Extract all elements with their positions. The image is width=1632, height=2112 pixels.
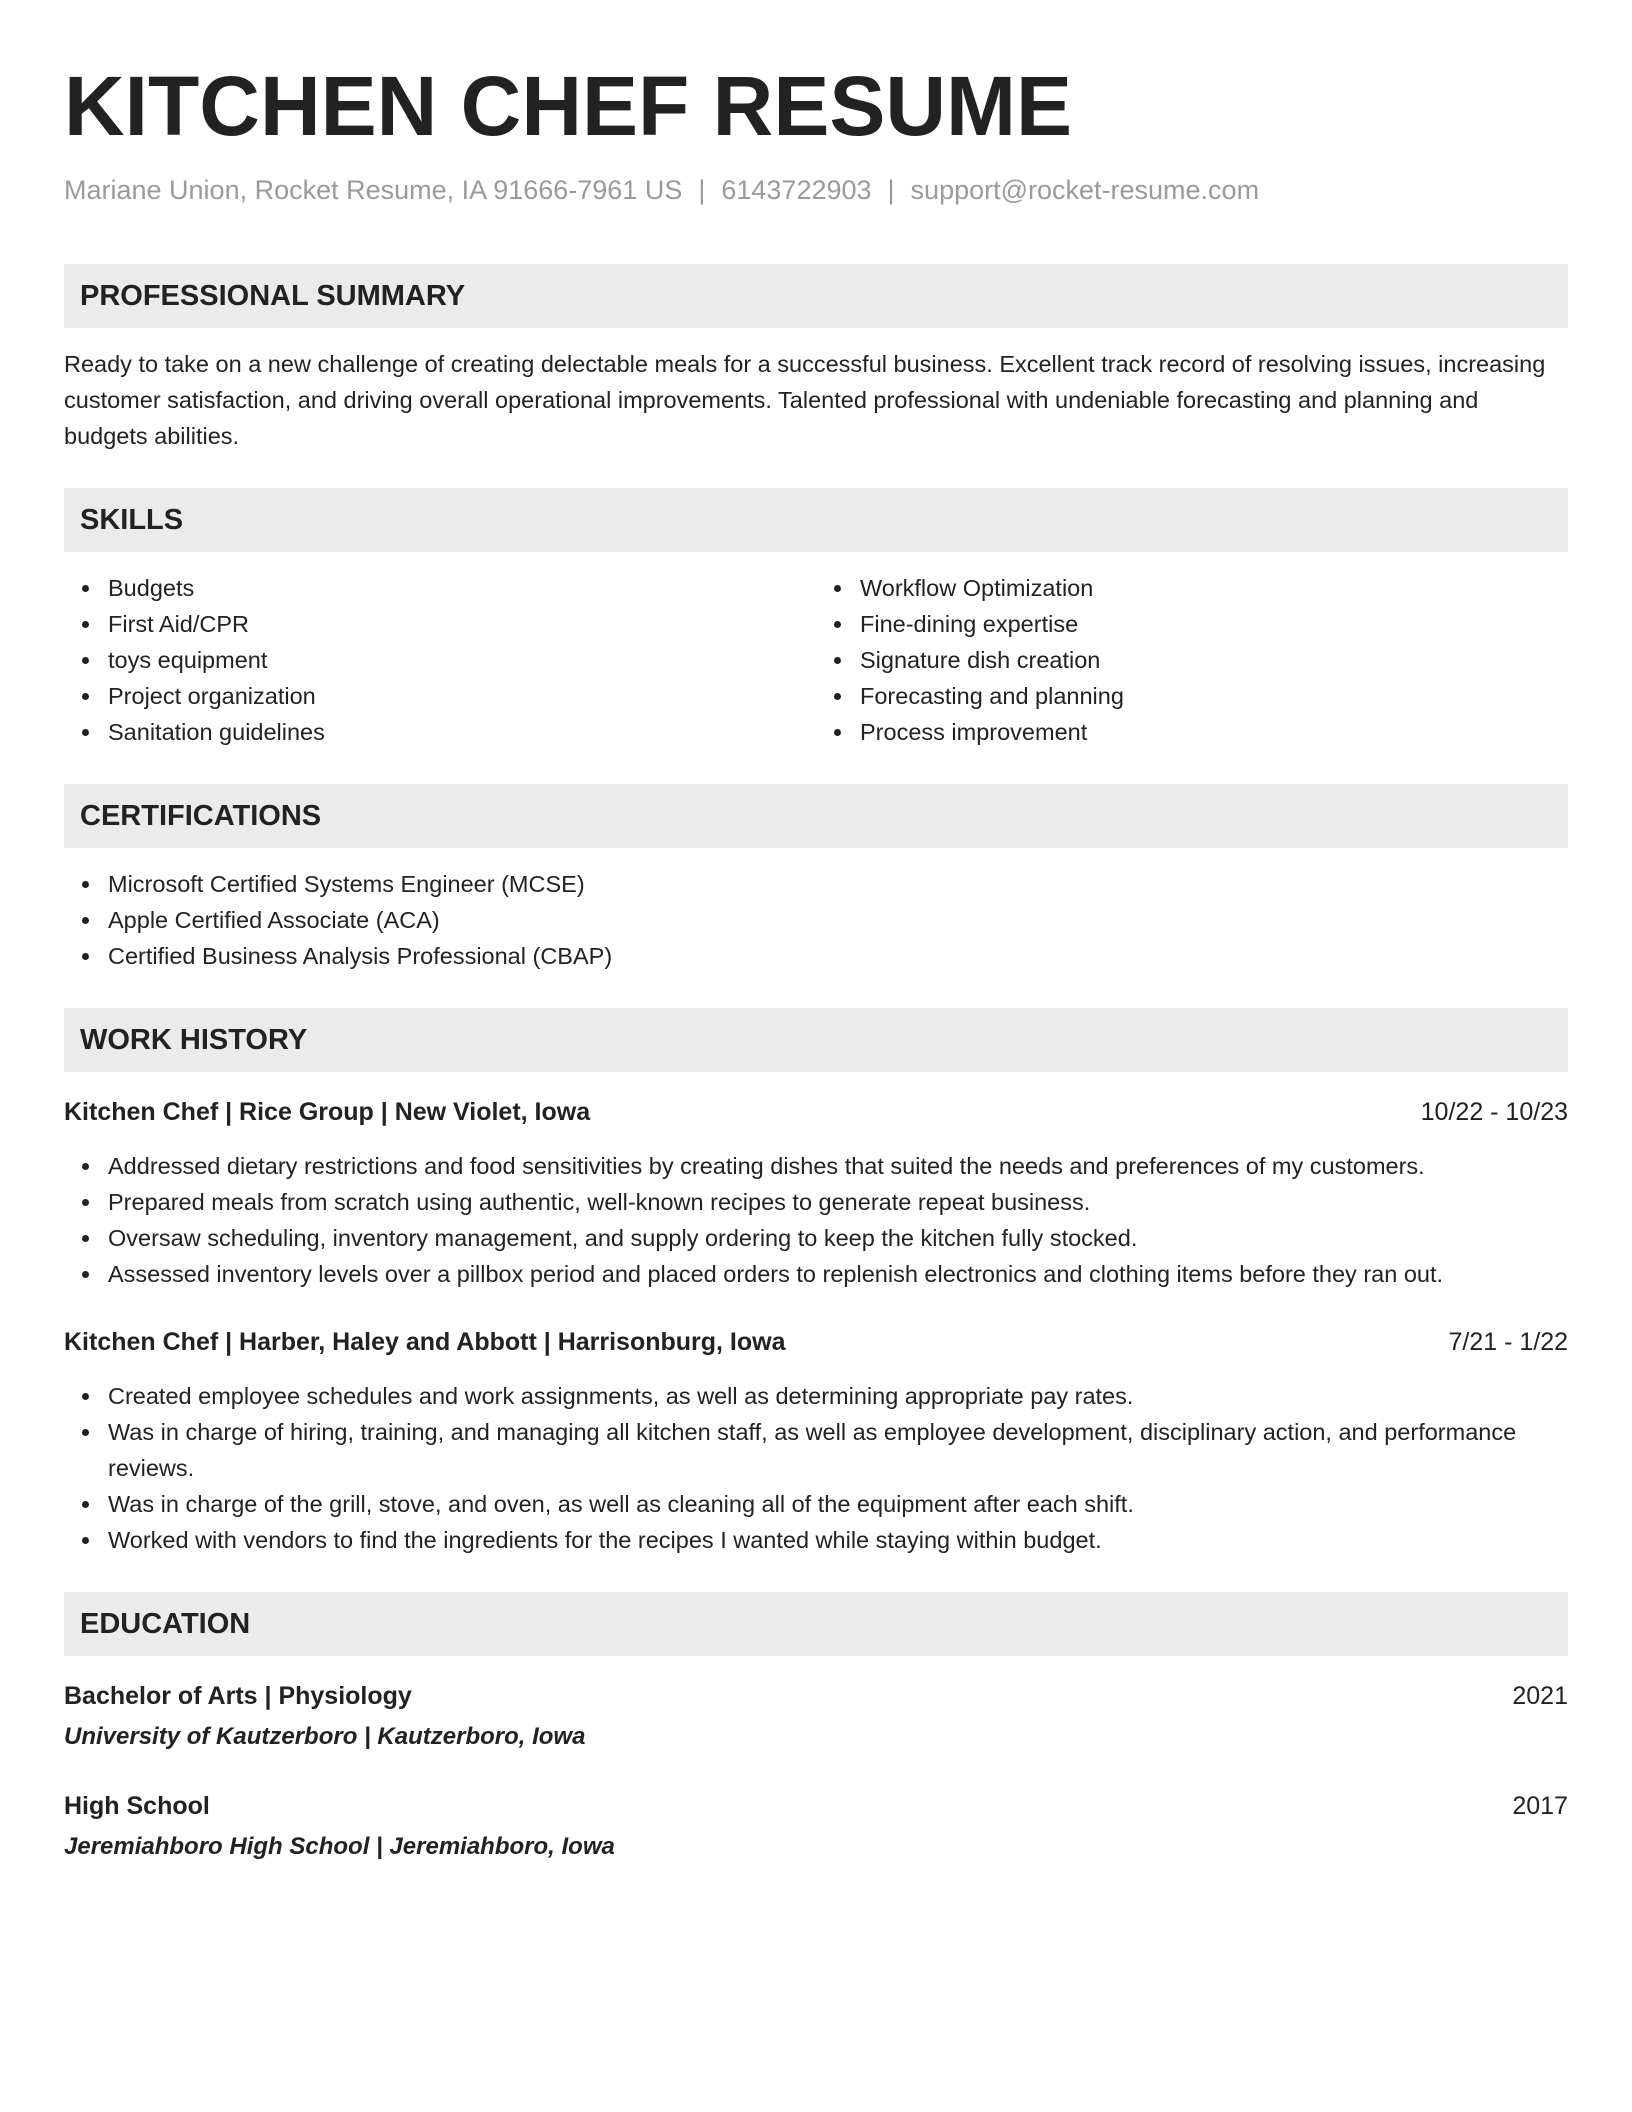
section-header-education: EDUCATION	[64, 1592, 1568, 1656]
job-bullet: Created employee schedules and work assignments, as well as determining appropriate pay rates.	[108, 1378, 1568, 1414]
education-school: University of Kautzerboro | Kautzerboro, Iowa	[64, 1723, 586, 1750]
job-header	[64, 1324, 1568, 1360]
skill-item: Sanitation guidelines	[108, 714, 816, 750]
education-year: 2017	[1512, 1792, 1568, 1820]
skills-grid	[64, 552, 1568, 750]
job-bullet: Was in charge of the grill, stove, and oven, as well as cleaning all of the equipment after each shift.	[108, 1486, 1568, 1522]
skill-item: Process improvement	[860, 714, 1568, 750]
section-header-work-history: WORK HISTORY	[64, 1008, 1568, 1072]
job-bullet: Oversaw scheduling, inventory management, and supply ordering to keep the kitchen fully stocked.	[108, 1220, 1568, 1256]
skill-item: Workflow Optimization	[860, 570, 1568, 606]
section-header-certifications: CERTIFICATIONS	[64, 784, 1568, 848]
job-bullets	[64, 1148, 1568, 1292]
job-header	[64, 1094, 1568, 1130]
job-bullet: Was in charge of hiring, training, and managing all kitchen staff, as well as employee development, disciplinary action, and performance reviews.	[108, 1414, 1568, 1486]
education-school: Jeremiahboro High School | Jeremiahboro, Iowa	[64, 1833, 615, 1860]
job-entry	[64, 1324, 1568, 1558]
job-bullet: Addressed dietary restrictions and food sensitivities by creating dishes that suited the needs and preferences of my customers.	[108, 1148, 1568, 1184]
education-year: 2021	[1512, 1682, 1568, 1710]
contact-separator: |	[887, 175, 895, 205]
contact-line	[64, 170, 1568, 210]
contact-address: Mariane Union, Rocket Resume, IA 91666-7961 US	[64, 175, 683, 205]
job-title: Kitchen Chef | Harber, Haley and Abbott | Harrisonburg, Iowa	[64, 1328, 786, 1356]
job-bullets	[64, 1378, 1568, 1558]
education-entry	[64, 1678, 1568, 1756]
skill-item: First Aid/CPR	[108, 606, 816, 642]
certification-item: Certified Business Analysis Professional (CBAP)	[108, 938, 1568, 974]
contact-phone: 6143722903	[721, 175, 872, 205]
skills-list-right	[816, 570, 1568, 750]
resume-page	[64, 56, 1568, 1866]
skills-list-left	[64, 570, 816, 750]
contact-email: support@rocket-resume.com	[910, 175, 1260, 205]
certification-item: Microsoft Certified Systems Engineer (MCSE)	[108, 866, 1568, 902]
section-header-skills: SKILLS	[64, 488, 1568, 552]
summary-text: Ready to take on a new challenge of creating delectable meals for a successful business. Excellent track record of resolving issues, increasing customer satisfaction, and driving overall operational improvements. Talented professional with undeniable forecasting and planning and budgets abilities.	[64, 351, 1546, 449]
education-header	[64, 1788, 1568, 1824]
job-entry	[64, 1094, 1568, 1292]
section-header-summary: PROFESSIONAL SUMMARY	[64, 264, 1568, 328]
contact-separator: |	[698, 175, 706, 205]
education-header	[64, 1678, 1568, 1714]
education-degree: Bachelor of Arts | Physiology	[64, 1682, 412, 1710]
education-degree: High School	[64, 1792, 210, 1820]
resume-title: KITCHEN CHEF RESUME	[64, 59, 1073, 153]
skill-item: Budgets	[108, 570, 816, 606]
skill-item: toys equipment	[108, 642, 816, 678]
job-dates: 10/22 - 10/23	[1420, 1098, 1568, 1126]
skill-item: Project organization	[108, 678, 816, 714]
job-title: Kitchen Chef | Rice Group | New Violet, Iowa	[64, 1098, 591, 1126]
skill-item: Signature dish creation	[860, 642, 1568, 678]
skill-item: Forecasting and planning	[860, 678, 1568, 714]
skill-item: Fine-dining expertise	[860, 606, 1568, 642]
job-bullet: Worked with vendors to find the ingredients for the recipes I wanted while staying within budget.	[108, 1522, 1568, 1558]
job-dates: 7/21 - 1/22	[1448, 1328, 1568, 1356]
job-bullet: Assessed inventory levels over a pillbox period and placed orders to replenish electronics and clothing items before they ran out.	[108, 1256, 1568, 1292]
certification-item: Apple Certified Associate (ACA)	[108, 902, 1568, 938]
certifications-list	[64, 866, 1568, 974]
job-bullet: Prepared meals from scratch using authentic, well-known recipes to generate repeat business.	[108, 1184, 1568, 1220]
education-entry	[64, 1788, 1568, 1866]
